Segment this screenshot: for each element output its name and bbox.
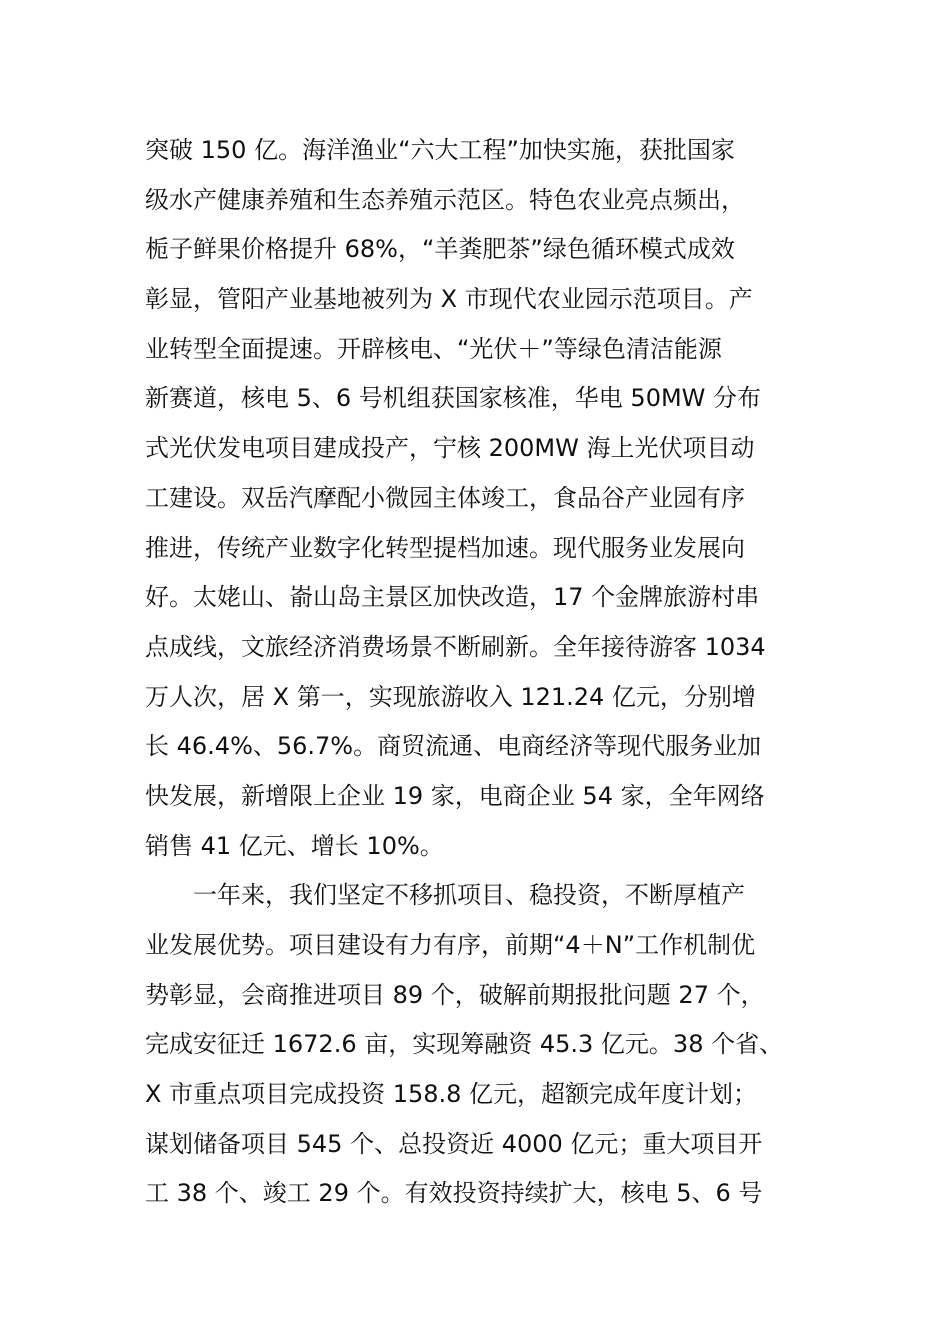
text-line: 长 46.4%、56.7%。商贸流通、电商经济等现代服务业加 <box>145 732 762 761</box>
text-line: 式光伏发电项目建成投产，宁核 200MW 海上光伏项目动 <box>145 434 755 463</box>
text-line: 万人次，居 X 第一，实现旅游收入 121.24 亿元，分别增 <box>145 682 756 711</box>
text-line: 级水产健康养殖和生态养殖示范区。特色农业亮点频出， <box>145 185 745 214</box>
text-line: 工建设。双岳汽摩配小微园主体竣工，食品谷产业园有序 <box>145 483 745 512</box>
body-text <box>145 126 825 1219</box>
text-line: 销售 41 亿元、增长 10%。 <box>145 831 444 860</box>
text-line: 点成线，文旅经济消费场景不断刷新。全年接待游客 1034 <box>145 632 766 661</box>
text-line: 推进，传统产业数字化转型提档加速。现代服务业发展向 <box>145 533 745 562</box>
text-line: 彰显，管阳产业基地被列为 X 市现代农业园示范项目。产 <box>145 285 753 314</box>
text-line: 谋划储备项目 545 个、总投资近 4000 亿元；重大项目开 <box>145 1129 763 1158</box>
text-line: 完成安征迁 1672.6 亩，实现筹融资 45.3 亿元。38 个省、 <box>145 1030 784 1059</box>
text-line: 工 38 个、竣工 29 个。有效投资持续扩大，核电 5、6 号 <box>145 1179 763 1208</box>
text-line: 势彰显，会商推进项目 89 个，破解前期报批问题 27 个， <box>145 980 765 1009</box>
text-line: 一年来，我们坚定不移抓项目、稳投资，不断厚植产 <box>193 881 745 910</box>
text-line: 栀子鲜果价格提升 68%，“羊粪肥茶”绿色循环模式成效 <box>145 235 735 264</box>
text-line: 业转型全面提速。开辟核电、“光伏＋”等绿色清洁能源 <box>145 334 722 363</box>
text-line: 好。太姥山、嵛山岛主景区加快改造，17 个金牌旅游村串 <box>145 583 760 612</box>
text-line: 突破 150 亿。海洋渔业“六大工程”加快实施，获批国家 <box>145 136 735 164</box>
text-line: X 市重点项目完成投资 158.8 亿元，超额完成年度计划； <box>145 1080 758 1109</box>
text-line: 新赛道，核电 5、6 号机组获国家核准，华电 50MW 分布 <box>145 384 762 413</box>
text-line: 快发展，新增限上企业 19 家，电商企业 54 家，全年网络 <box>145 781 765 810</box>
text-line: 业发展优势。项目建设有力有序，前期“4＋N”工作机制优 <box>145 931 756 959</box>
